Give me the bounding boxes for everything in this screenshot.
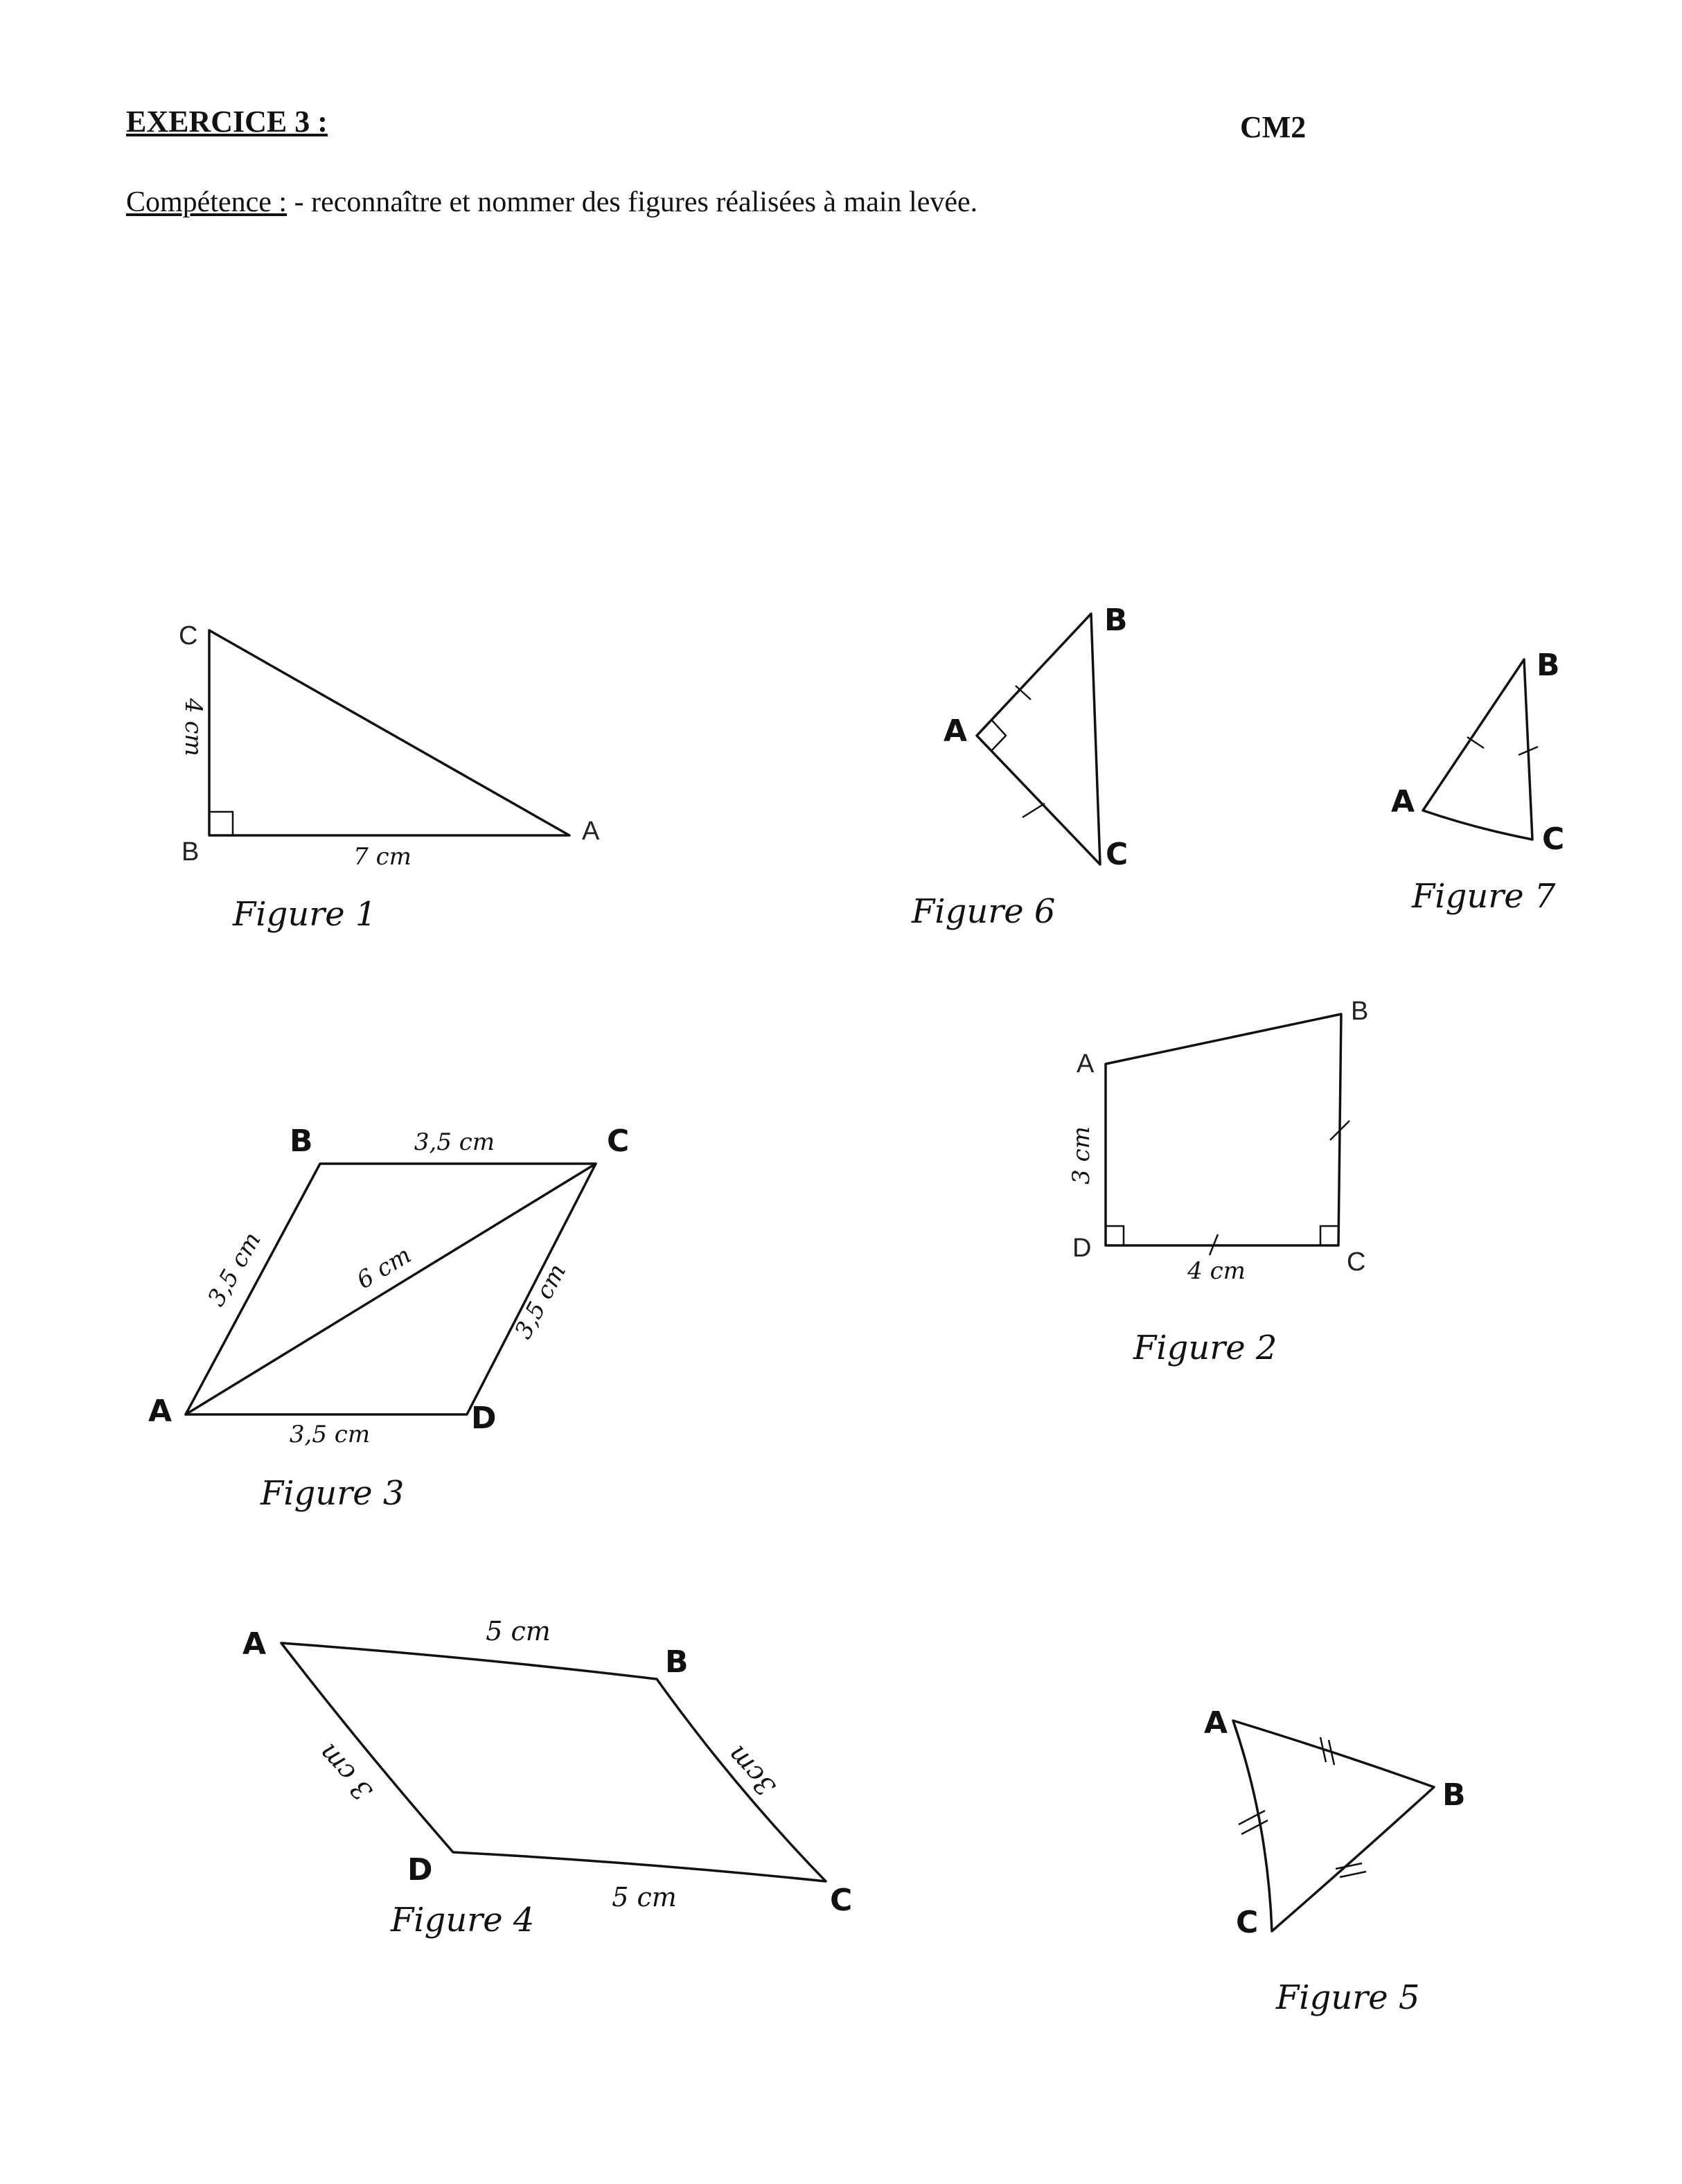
fig1-length-bc: 4 cm bbox=[179, 698, 207, 756]
fig6-point-a: A bbox=[944, 713, 968, 749]
fig2-right-angle-d bbox=[1106, 1226, 1124, 1245]
figure-4 bbox=[242, 1616, 852, 1939]
fig3-point-d: D bbox=[471, 1401, 497, 1436]
fig5-point-c: C bbox=[1236, 1905, 1259, 1940]
fig6-triangle bbox=[977, 614, 1100, 864]
figure-2 bbox=[1068, 997, 1368, 1367]
fig1-right-angle-mark bbox=[209, 812, 233, 835]
fig7-caption: Figure 7 bbox=[1412, 877, 1556, 916]
figure-1 bbox=[179, 621, 600, 934]
fig4-length-ab: 5 cm bbox=[486, 1616, 551, 1646]
fig3-length-ac: 6 cm bbox=[352, 1241, 416, 1295]
competence-label: Compétence : bbox=[126, 186, 287, 218]
fig3-point-a: A bbox=[148, 1394, 172, 1429]
figure-7 bbox=[1391, 648, 1564, 916]
fig4-point-c: C bbox=[830, 1883, 853, 1918]
fig1-point-c: C bbox=[179, 621, 198, 650]
fig2-point-a: A bbox=[1077, 1049, 1095, 1078]
fig4-caption: Figure 4 bbox=[391, 1901, 535, 1939]
fig5-ticks-ac bbox=[1239, 1811, 1268, 1834]
fig5-point-a: A bbox=[1204, 1705, 1228, 1741]
fig5-triangle bbox=[1233, 1721, 1434, 1931]
fig1-point-a: A bbox=[582, 817, 600, 846]
fig3-length-bc: 3,5 cm bbox=[414, 1128, 495, 1156]
fig3-caption: Figure 3 bbox=[260, 1474, 405, 1513]
fig4-length-bc: 3cm bbox=[720, 1739, 781, 1802]
fig4-point-d: D bbox=[407, 1852, 433, 1888]
fig3-point-b: B bbox=[290, 1124, 313, 1159]
figure-5 bbox=[1204, 1705, 1466, 2017]
fig4-length-ad: 3 cm bbox=[312, 1738, 378, 1807]
fig1-point-b: B bbox=[182, 837, 200, 867]
fig1-caption: Figure 1 bbox=[233, 895, 377, 934]
fig6-point-b: B bbox=[1104, 603, 1128, 638]
fig7-triangle bbox=[1423, 659, 1532, 840]
competence-text: - reconnaître et nommer des figures réalisées à main levée. bbox=[287, 186, 978, 218]
fig5-point-b: B bbox=[1442, 1777, 1466, 1813]
figure-6 bbox=[911, 603, 1128, 931]
fig2-trapezoid bbox=[1106, 1014, 1341, 1245]
fig2-point-c: C bbox=[1347, 1248, 1366, 1277]
fig4-length-dc: 5 cm bbox=[612, 1882, 677, 1912]
fig3-point-c: C bbox=[607, 1124, 630, 1159]
grade-level: CM2 bbox=[1240, 110, 1307, 144]
fig3-length-cd: 3,5 cm bbox=[509, 1259, 572, 1344]
fig6-right-angle-mark bbox=[991, 720, 1006, 752]
fig7-point-a: A bbox=[1391, 784, 1415, 819]
fig6-caption: Figure 6 bbox=[912, 892, 1056, 931]
fig4-point-b: B bbox=[665, 1644, 689, 1680]
fig6-tick-ac bbox=[1023, 804, 1045, 817]
fig3-length-ad: 3,5 cm bbox=[289, 1421, 371, 1448]
figure-3 bbox=[148, 1124, 629, 1513]
fig2-caption: Figure 2 bbox=[1133, 1329, 1277, 1367]
fig3-length-ab: 3,5 cm bbox=[202, 1227, 267, 1311]
fig2-point-d: D bbox=[1072, 1234, 1092, 1263]
fig2-length-dc: 4 cm bbox=[1187, 1257, 1246, 1285]
fig2-right-angle-c bbox=[1320, 1226, 1338, 1245]
fig2-point-b: B bbox=[1351, 997, 1369, 1026]
fig6-point-c: C bbox=[1106, 837, 1128, 872]
fig4-point-a: A bbox=[242, 1626, 267, 1662]
fig1-length-ba: 7 cm bbox=[353, 843, 411, 871]
fig5-caption: Figure 5 bbox=[1276, 1978, 1420, 2017]
fig7-point-c: C bbox=[1542, 822, 1565, 857]
fig7-point-b: B bbox=[1537, 648, 1560, 683]
exercise-title: EXERCICE 3 : bbox=[126, 105, 328, 139]
fig1-triangle bbox=[209, 630, 569, 835]
fig2-length-ad: 3 cm bbox=[1068, 1126, 1095, 1184]
